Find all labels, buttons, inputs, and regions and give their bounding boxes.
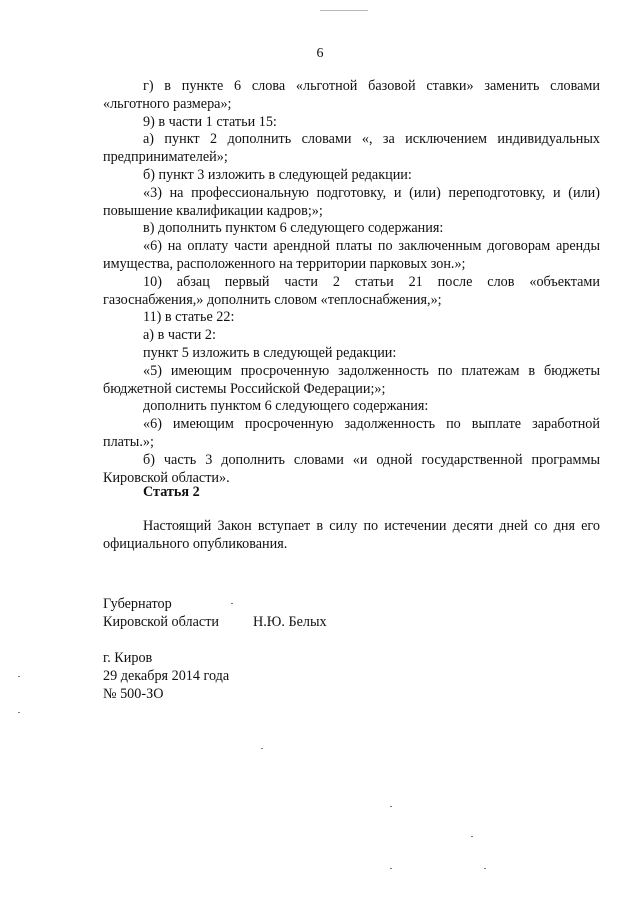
paragraph: «3) на профессиональную подготовку, и (или) переподготовку, и (или) повышение квалификации кадров;»; [103,184,600,219]
scan-speck [390,806,392,807]
document-number: № 500-ЗО [103,685,164,702]
paragraph: дополнить пунктом 6 следующего содержания: [143,398,429,415]
scan-speck [261,748,263,749]
paragraph: «6) на оплату части арендной платы по заключенным договорам аренды имущества, расположенного на территории парковых зон.»; [103,238,600,272]
paragraph: б) пункт 3 изложить в следующей редакции: [143,166,412,183]
signature-name: Н.Ю. Белых [253,613,327,630]
amendments-body [103,78,600,487]
paragraph: «5) имеющим просроченную задолженность по платежам в бюджеты бюджетной системы Российской Федерации;»; [103,362,600,397]
scan-speck [471,836,473,837]
paragraph: 9) в части 1 статьи 15: [143,113,277,130]
paragraph: пункт 5 изложить в следующей редакции: [143,344,397,361]
article-heading: Статья 2 [143,484,200,500]
scan-speck [390,868,392,869]
place-date-block [103,650,229,703]
page-number: 6 [316,46,324,61]
paragraph: г) в пункте 6 слова «льготной базовой ставки» заменить словами «льготного размера»; [103,78,600,112]
signature-block [103,596,327,632]
scan-speck [484,868,486,869]
paragraph: «6) имеющим просроченную задолженность по выплате заработной платы.»; [103,416,600,450]
paragraph: в) дополнить пунктом 6 следующего содержания: [143,220,444,237]
scan-speck [18,712,20,713]
paragraph: б) часть 3 дополнить словами «и одной государственной программы Кировской области». [103,451,600,486]
signature-region: Кировской области [103,613,219,630]
scan-speck [231,603,233,604]
scan-speck [18,676,20,677]
paragraph: а) в части 2: [143,327,216,344]
paragraph: 10) абзац первый части 2 статьи 21 после слов «объектами газоснабжения,» дополнить словом «теплоснабжения,»; [103,273,600,308]
paragraph: 11) в статье 22: [143,309,235,326]
document-date: 29 декабря 2014 года [103,667,230,684]
signature-title: Губернатор [103,596,172,612]
scan-speck [320,10,368,11]
place-city: г. Киров [103,650,153,666]
article-text: Настоящий Закон вступает в силу по истечении десяти дней со дня его официального опубликования. [103,518,600,552]
paragraph: а) пункт 2 дополнить словами «, за исключением индивидуальных предпринимателей»; [103,131,600,166]
